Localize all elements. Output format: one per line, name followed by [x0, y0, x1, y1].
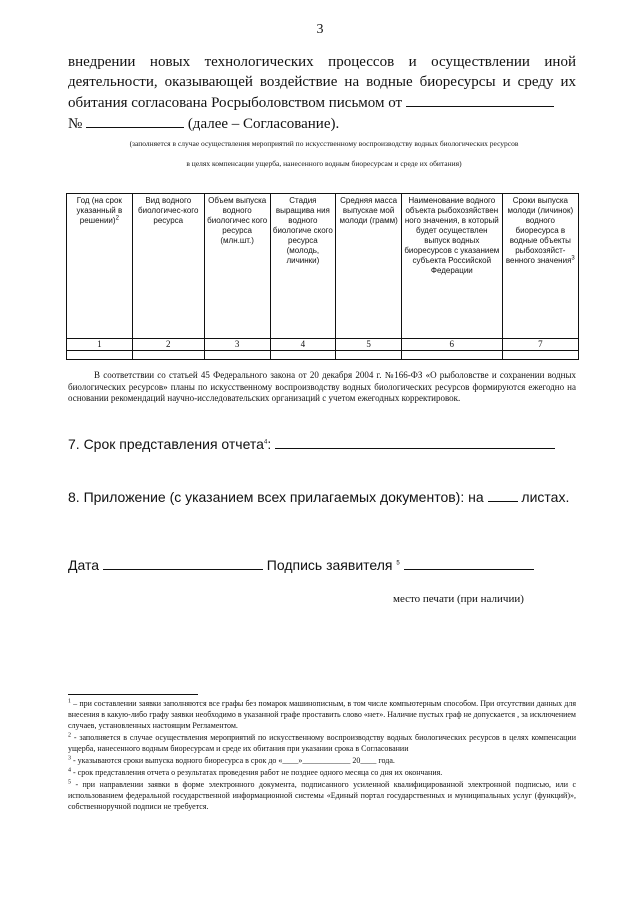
- table-cell[interactable]: [270, 351, 336, 360]
- law-reference: В соответствии со статьей 45 Федерального закона от 20 декабря 2004 г. №166-ФЗ «О рыболовстве и сохранении водных биологических ресурсов» планы по искусственному воспроизводству водных биологических ресурсов формируются ежегодно на основании рекомендаций научно-исследовательских организаций с учетом ежегодных корректировок.: [68, 370, 576, 403]
- report-deadline-field[interactable]: [275, 448, 555, 449]
- item-7-label: 7. Срок представления отчета: [68, 436, 264, 452]
- table-cell[interactable]: [502, 351, 578, 360]
- header-year: Год (на срок указанный в решении)$^2$: [67, 194, 133, 339]
- table-row: [67, 351, 579, 360]
- header-species: Вид водного биологичес-кого ресурса: [132, 194, 204, 339]
- intro-line-4: [68, 113, 576, 134]
- table-cell[interactable]: [132, 351, 204, 360]
- column-number: 1: [67, 339, 133, 351]
- sheet-count-field[interactable]: [488, 501, 518, 502]
- column-number: 4: [270, 339, 336, 351]
- item-8-attachments: [68, 489, 569, 505]
- footnote-3: $^3$ - указываются сроки выпуска водного биоресурса в срок до «____»____________ 20____ года.: [68, 755, 395, 765]
- letter-number-blank[interactable]: [86, 113, 184, 128]
- intro-line-4-suffix: (далее – Согласование).: [187, 116, 340, 132]
- stamp-place-label: место печати (при наличии): [393, 593, 524, 605]
- signature-footnote-mark: 5: [396, 560, 400, 567]
- date-label: Дата: [68, 557, 100, 573]
- column-number: 7: [502, 339, 578, 351]
- column-number: 2: [132, 339, 204, 351]
- table-cell[interactable]: [401, 351, 502, 360]
- signature-label: Подпись заявителя: [266, 557, 393, 573]
- intro-paragraph: [68, 52, 576, 134]
- table-header-row: [67, 194, 579, 339]
- item-8-suffix: листах.: [521, 489, 570, 505]
- header-water-body: Наименование водного объекта рыбохозяйствен ного значения, в который будет осуществлен выпуск водных биоресурсов с указанием субъекта Российской Федерации: [401, 194, 502, 339]
- fill-note-line-2: в целях компенсации ущерба, нанесенного водным биоресурсам и среде их обитания): [186, 159, 462, 168]
- column-number: 5: [336, 339, 402, 351]
- column-number: 6: [401, 339, 502, 351]
- header-release-dates: Сроки выпуска молоди (личинок) водного биоресурса в водные объекты рыбохозяйст-венного значения$^3$: [502, 194, 578, 339]
- fill-note-line-1: (заполняется в случае осуществления мероприятий по искусственному воспроизводству водных биологических ресурсов: [129, 139, 519, 148]
- footnote-1: $^1$ – при составлении заявки заполняются все графы без помарок машинописным, в том числе компьютерным способом. При отсутствии данных для внесения в какую-либо графу заявки необходимо в указанной графе проставить слово «нет». Наличие пустых граф не допускается , за исключением случаев, установленных настоящим Регламентом.: [68, 698, 577, 730]
- signature-row: [68, 557, 534, 573]
- table-cell[interactable]: [67, 351, 133, 360]
- footnote-4: $^4$ - срок представления отчета о результатах проведения работ не позднее одного месяца со дня их окончания.: [68, 767, 443, 777]
- page-number: 3: [316, 22, 324, 37]
- letter-date-blank[interactable]: [406, 92, 554, 107]
- date-field[interactable]: [103, 569, 263, 570]
- table-cell[interactable]: [336, 351, 402, 360]
- intro-line-1: внедрении новых технологических процессов и осуществлении иной: [68, 54, 576, 70]
- footnote-2: $^2$ - заполняется в случае осуществления мероприятий по искусственному воспроизводству водных биологических ресурсов в целях компенсации ущерба, нанесенного водным биоресурсам и среде их обитания при указании срока в Согласовании: [68, 732, 576, 753]
- footnote-5: $^5$ - при направлении заявки в форме электронного документа, подписанного усиленной квалифицированной электронной подписью, или с использованием федеральной государственной информационной системы «Единый портал государственных и муниципальных услуг (функций)», собственноручной подписи не требуется.: [68, 779, 577, 811]
- column-number: 3: [204, 339, 270, 351]
- footnote-separator: [68, 694, 198, 695]
- intro-line-3-text: обитания согласована Росрыболовством письмом от: [68, 95, 403, 111]
- footnotes: [68, 698, 576, 812]
- table-cell[interactable]: [204, 351, 270, 360]
- intro-line-2: деятельности, оказывающей воздействие на водные биоресурсы и среду их: [68, 74, 576, 90]
- fill-note: [68, 137, 580, 171]
- signature-field[interactable]: [404, 569, 534, 570]
- release-plan-table: [66, 193, 579, 360]
- intro-line-3: [68, 92, 576, 113]
- table-number-row: [67, 339, 579, 351]
- item-7-footnote-mark: 4: [263, 439, 268, 446]
- item-7-report-deadline: 7. Срок представления отчета$^4$:: [68, 436, 555, 452]
- intro-number-sign: №: [68, 116, 83, 132]
- header-stage: Стадия выращива ния водного биологиче ского ресурса (молодь, личинки): [270, 194, 336, 339]
- header-mass: Средняя масса выпускае мой молоди (грамм): [336, 194, 402, 339]
- header-volume: Объем выпуска водного биологичес кого ресурса (млн.шт.): [204, 194, 270, 339]
- item-8-label: 8. Приложение (с указанием всех прилагаемых документов): на: [68, 489, 484, 505]
